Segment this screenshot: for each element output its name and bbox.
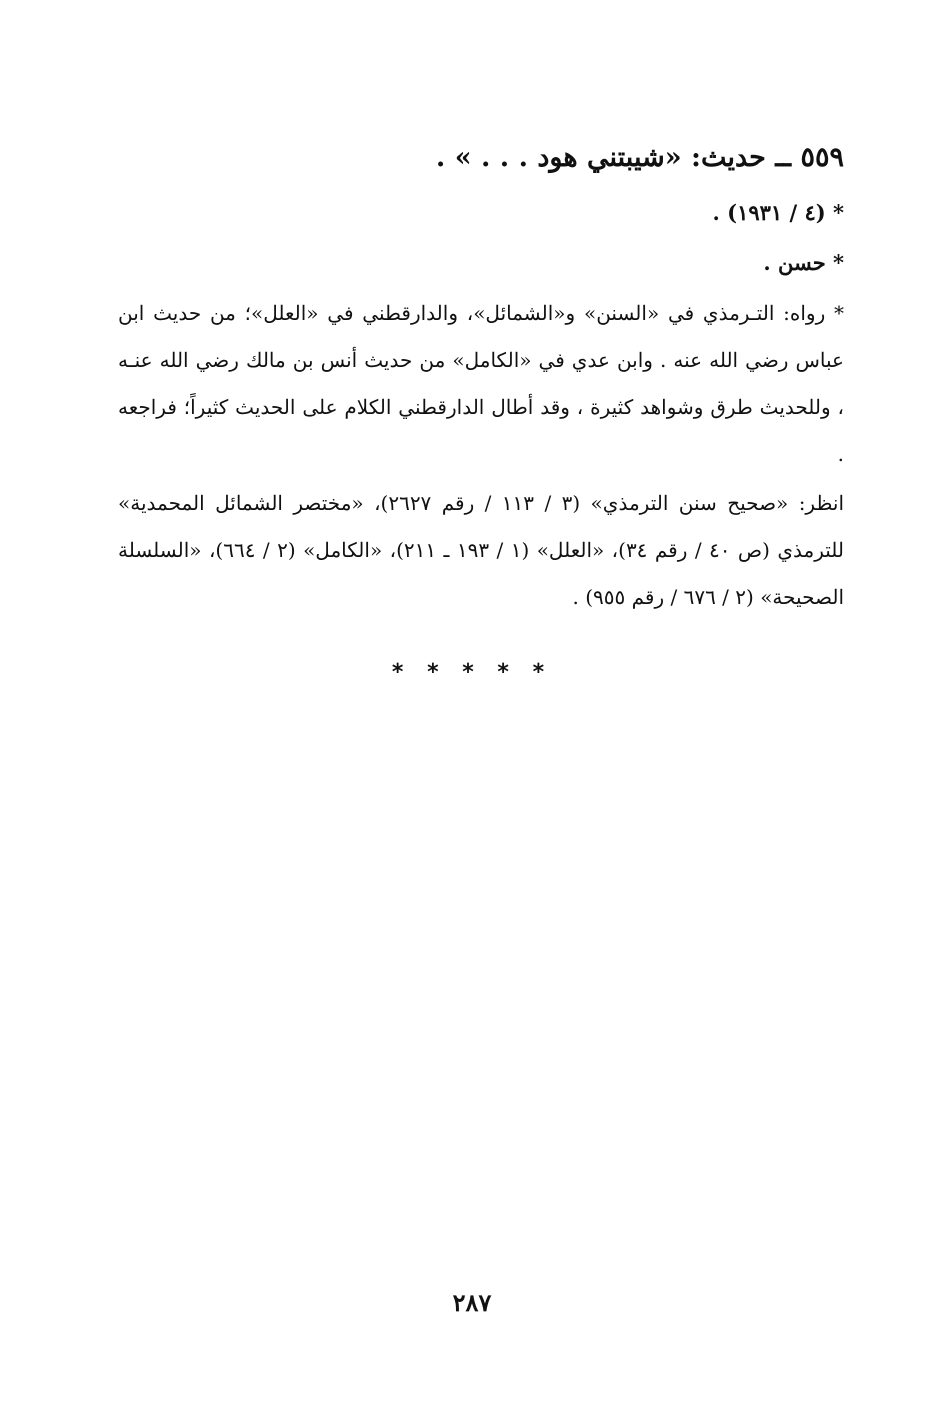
hadith-entry: [118, 128, 844, 621]
page-number: ٢٨٧: [452, 1288, 492, 1317]
hadith-grade: * حسن .: [763, 250, 844, 275]
section-divider: * * * * *: [391, 660, 553, 685]
source-reference: * (٤ / ١٩٣١) .: [712, 200, 844, 225]
entry-heading: ٥٥٩ ــ حديث: «شيبتني هود . . . » .: [435, 142, 844, 173]
references-paragraph: انظر: «صحيح سنن الترمذي» (٣ / ١١٣ / رقم ٢٦٢٧)، «مختصر الشمائل المحمدية» للترمذي (ص ٤٠ / رقم ٣٤)، «العلل» (١ / ١٩٣ ـ ٢١١)، «الكامل» (٢ / ٦٦٤)، «السلسلة الصحيحة» (٢ / ٦٧٦ / رقم ٩٥٥) .: [118, 491, 844, 609]
takhrij-paragraph: * رواه: التـرمذي في «السنن» و«الشمائل»، والدارقطني في «العلل»؛ من حديث ابن عباس رضي الله عنه . وابن عدي في «الكامل» من حديث أنس بن مالك رضي الله عنـه ، وللحديث طرق وشواهد كثيرة ، وقد أطال الدارقطني الكلام على الحديث كثيراً؛ فراجعه .: [118, 301, 844, 466]
